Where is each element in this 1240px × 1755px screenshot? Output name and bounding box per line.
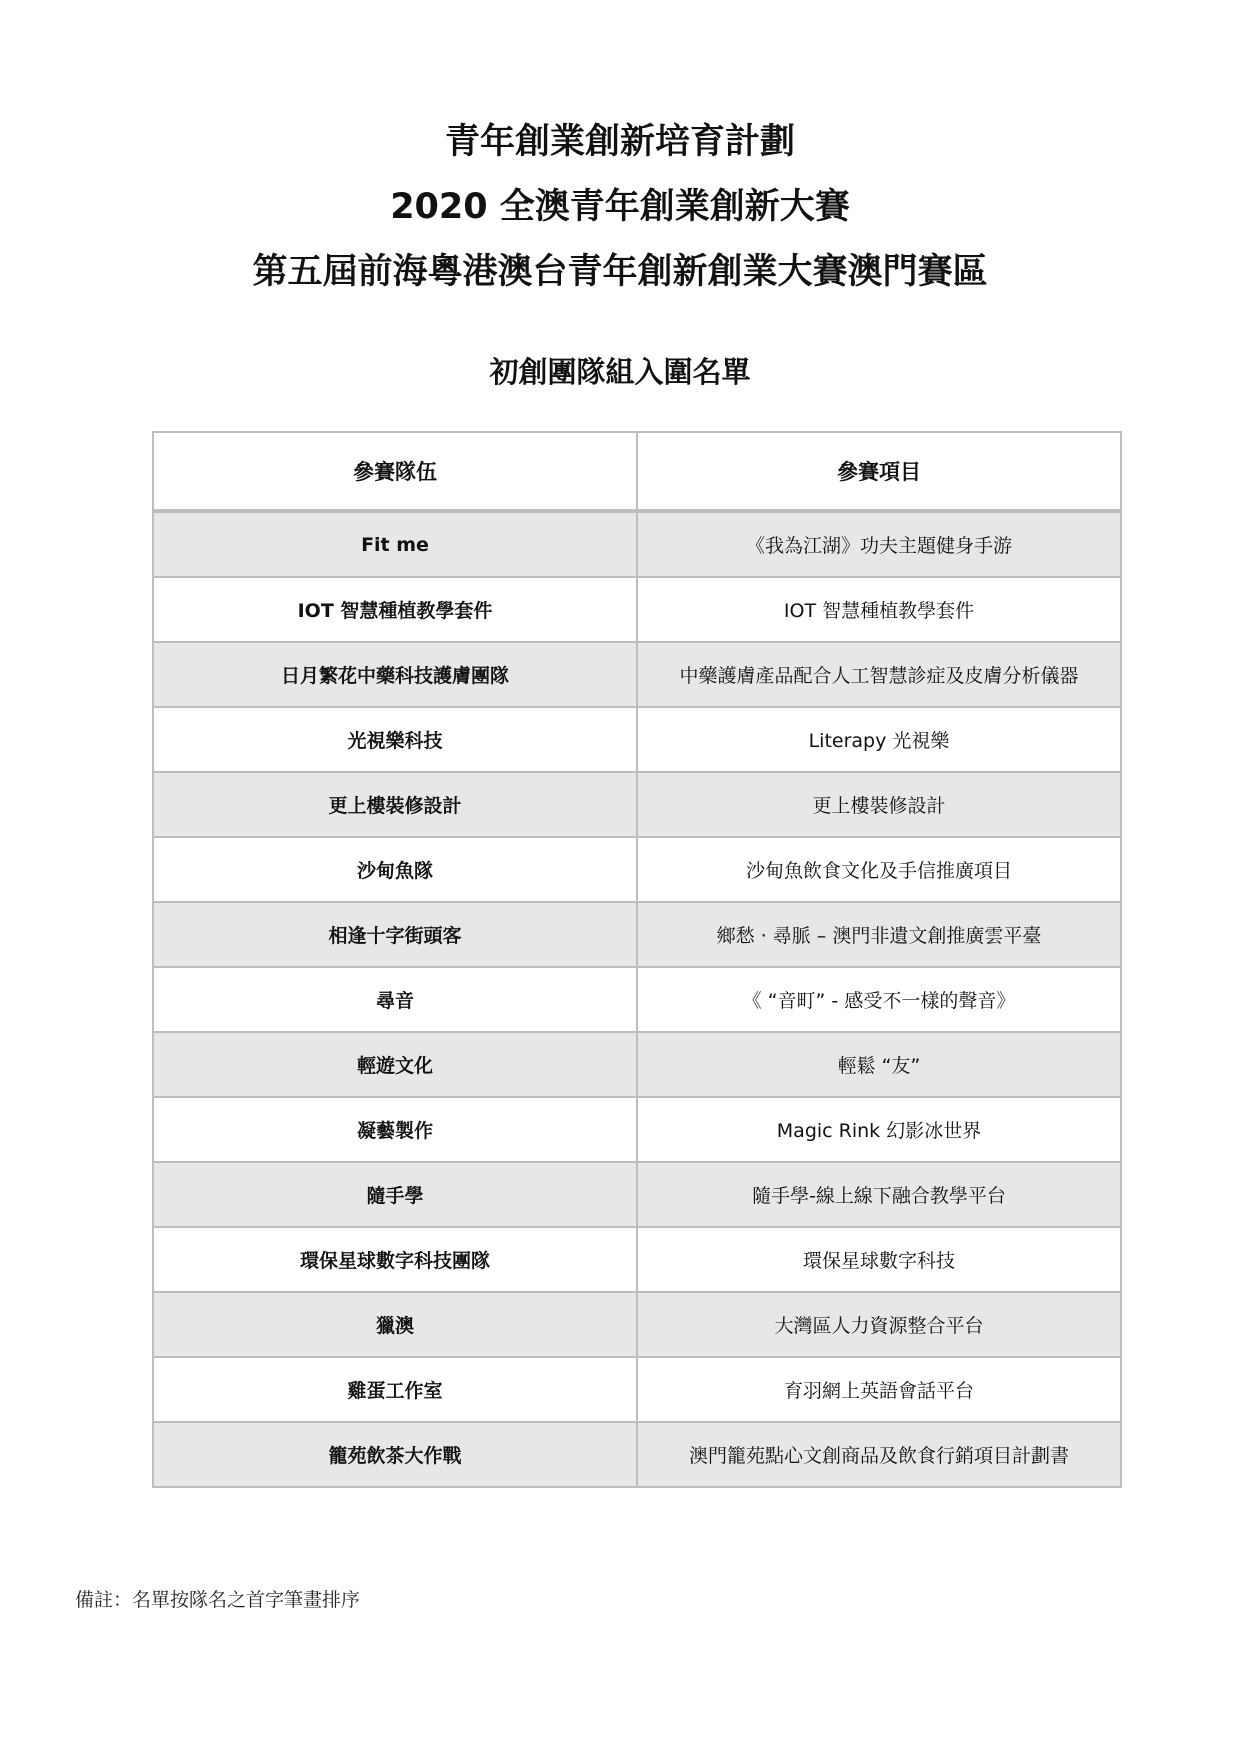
team-name: 光視樂科技 [153, 707, 637, 772]
project-name: 中藥護膚產品配合人工智慧診症及皮膚分析儀器 [637, 642, 1121, 707]
project-name: 沙甸魚飲食文化及手信推廣項目 [637, 837, 1121, 902]
table-row [153, 1422, 1121, 1487]
table-row [153, 1292, 1121, 1357]
team-name: 隨手學 [153, 1162, 637, 1227]
team-name: 籠苑飲茶大作戰 [153, 1422, 637, 1487]
team-name: 輕遊文化 [153, 1032, 637, 1097]
table-row [153, 902, 1121, 967]
table-row [153, 1162, 1121, 1227]
list-subtitle: 初創團隊組入圍名單 [489, 355, 751, 389]
project-name: 澳門籠苑點心文創商品及飲食行銷項目計劃書 [637, 1422, 1121, 1487]
table-row [153, 967, 1121, 1032]
table-row [153, 511, 1121, 577]
table-row [153, 707, 1121, 772]
title-line-1: 青年創業創新培育計劃 [444, 122, 795, 162]
team-name: 雞蛋工作室 [153, 1357, 637, 1422]
team-name: 環保星球數字科技團隊 [153, 1227, 637, 1292]
team-name: IOT 智慧種植教學套件 [153, 577, 637, 642]
table-row [153, 1227, 1121, 1292]
project-name: 更上樓裝修設計 [637, 772, 1121, 837]
footnote: 備註：名單按隊名之首字筆畫排序 [75, 1589, 361, 1611]
table-row [153, 837, 1121, 902]
project-name: 鄉愁 · 尋脈 – 澳門非遺文創推廣雲平臺 [637, 902, 1121, 967]
title-line-2: 2020 全澳青年創業創新大賽 [390, 187, 850, 227]
project-name: 環保星球數字科技 [637, 1227, 1121, 1292]
project-name: 《 “音町” - 感受不一樣的聲音》 [637, 967, 1121, 1032]
header-project: 參賽項目 [637, 432, 1121, 511]
title-line-3: 第五屆前海粵港澳台青年創新創業大賽澳門賽區 [252, 252, 988, 292]
project-name: Magic Rink 幻影冰世界 [637, 1097, 1121, 1162]
finalist-table [152, 431, 1122, 1488]
title-block [0, 122, 1240, 320]
team-name: 相逢十字街頭客 [153, 902, 637, 967]
table-row [153, 1357, 1121, 1422]
project-name: 大灣區人力資源整合平台 [637, 1292, 1121, 1357]
team-name: 尋音 [153, 967, 637, 1032]
table-row [153, 577, 1121, 642]
table-row [153, 772, 1121, 837]
table-row [153, 1032, 1121, 1097]
team-name: 獵澳 [153, 1292, 637, 1357]
project-name: IOT 智慧種植教學套件 [637, 577, 1121, 642]
project-name: 隨手學-線上線下融合教學平台 [637, 1162, 1121, 1227]
team-name: Fit me [153, 511, 637, 577]
table-header-row [153, 432, 1121, 511]
team-name: 凝藝製作 [153, 1097, 637, 1162]
team-name: 沙甸魚隊 [153, 837, 637, 902]
team-name: 日月繁花中藥科技護膚團隊 [153, 642, 637, 707]
project-name: 育羽網上英語會話平台 [637, 1357, 1121, 1422]
team-name: 更上樓裝修設計 [153, 772, 637, 837]
project-name: Literapy 光視樂 [637, 707, 1121, 772]
table-row [153, 642, 1121, 707]
header-team: 參賽隊伍 [153, 432, 637, 511]
project-name: 《我為江湖》功夫主題健身手游 [637, 511, 1121, 577]
table-row [153, 1097, 1121, 1162]
project-name: 輕鬆 “友” [637, 1032, 1121, 1097]
